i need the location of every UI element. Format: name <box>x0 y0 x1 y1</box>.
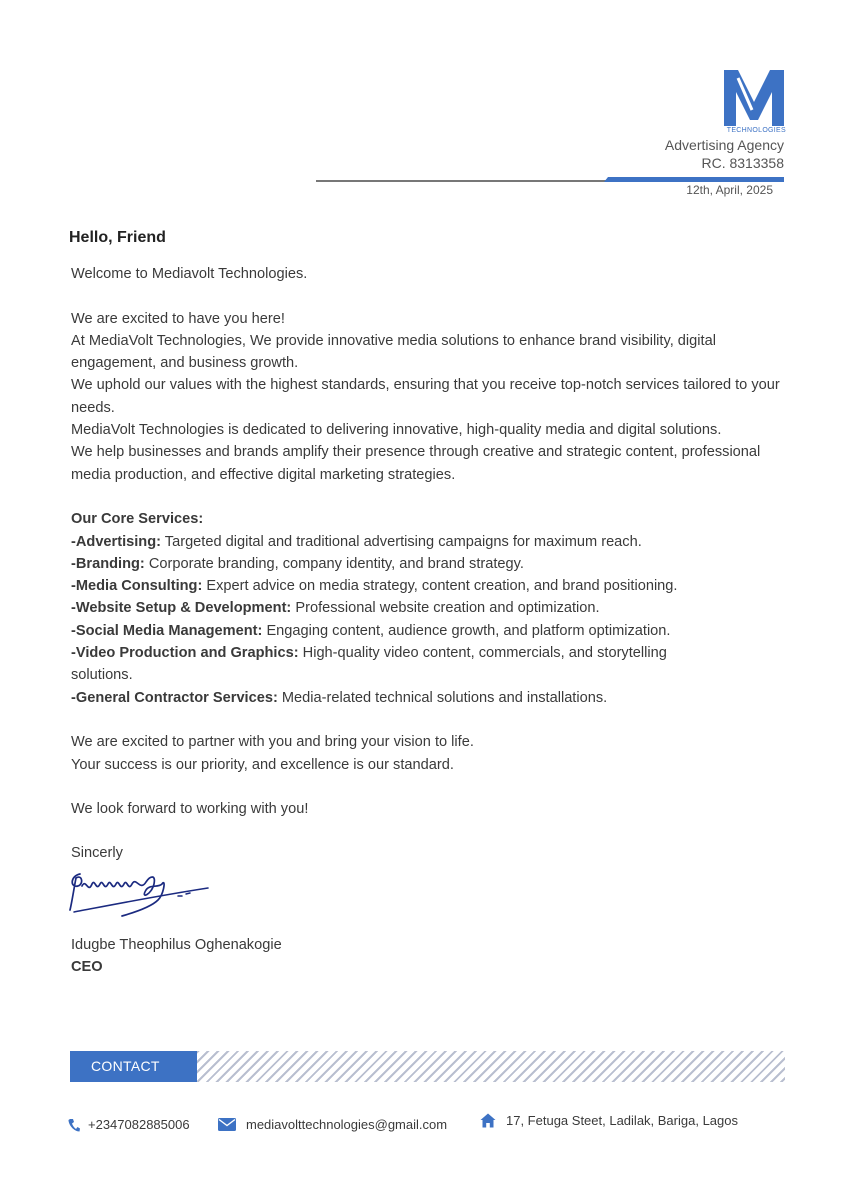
closing-line: Your success is our priority, and excellence is our standard. <box>71 756 454 773</box>
closing-line: We are excited to partner with you and bring your vision to life. <box>71 734 474 751</box>
contact-footer <box>0 1113 855 1137</box>
welcome-line: Welcome to Mediavolt Technologies. <box>71 266 308 282</box>
closing-line: We look forward to working with you! <box>71 801 309 818</box>
contact-decoration <box>197 1051 785 1082</box>
service-item <box>71 531 787 553</box>
logo-subtitle: TECHNOLOGIES <box>726 127 786 134</box>
service-item <box>71 620 787 642</box>
service-item <box>71 597 787 619</box>
letter-date: 12th, April, 2025 <box>686 183 773 197</box>
service-item <box>71 642 691 687</box>
home-icon <box>480 1113 496 1128</box>
service-item <box>71 687 787 709</box>
header-accent-bar <box>604 177 784 182</box>
paragraph: We help businesses and brands amplify their presence through creative and strategic content, professional media production, and effective digital marketing strategies. <box>71 444 761 483</box>
envelope-icon <box>218 1118 236 1131</box>
service-desc: Professional website creation and optimization. <box>295 600 600 617</box>
paragraph: MediaVolt Technologies is dedicated to delivering innovative, high-quality media and digital solutions. <box>71 422 722 439</box>
contact-bar <box>70 1051 785 1082</box>
company-logo <box>722 68 786 132</box>
phone-number[interactable]: +2347082885006 <box>88 1117 190 1132</box>
signer-name: Idugbe Theophilus Oghenakogie <box>71 937 282 953</box>
registration-number: RC. 8313358 <box>701 155 784 171</box>
service-name: -General Contractor Services: <box>71 689 278 706</box>
service-item <box>71 553 787 575</box>
service-name: -Website Setup & Development: <box>71 600 292 617</box>
service-desc: Engaging content, audience growth, and platform optimization. <box>266 622 671 639</box>
signer-title: CEO <box>71 959 103 976</box>
paragraph: We uphold our values with the highest standards, ensuring that you receive top-notch services tailored to your needs. <box>71 377 780 416</box>
service-name: -Social Media Management: <box>71 622 263 639</box>
email-item <box>218 1117 447 1132</box>
agency-block <box>665 136 784 172</box>
header-divider <box>316 180 606 182</box>
street-address: 17, Fetuga Steet, Ladilak, Bariga, Lagos <box>506 1113 738 1128</box>
service-name: -Video Production and Graphics: <box>71 645 299 662</box>
paragraph: We are excited to have you here! <box>71 310 285 327</box>
letter-body <box>71 263 787 820</box>
sign-off: Sincerly <box>71 845 123 861</box>
phone-item <box>68 1117 190 1132</box>
signature-image <box>66 866 211 926</box>
service-desc: High-quality video content, commercials, and storytelling solutions. <box>71 645 667 684</box>
phone-icon <box>68 1118 80 1132</box>
signer-block <box>71 934 282 979</box>
service-item <box>71 575 787 597</box>
services-title: Our Core Services: <box>71 511 204 528</box>
service-desc: Targeted digital and traditional advertising campaigns for maximum reach. <box>164 533 642 550</box>
greeting: Hello, Friend <box>69 229 166 246</box>
service-desc: Expert advice on media strategy, content creation, and brand positioning. <box>206 578 678 595</box>
service-desc: Corporate branding, company identity, and brand strategy. <box>148 555 524 572</box>
contact-heading: CONTACT <box>70 1051 197 1082</box>
paragraph: At MediaVolt Technologies, We provide innovative media solutions to enhance brand visibility, digital engagement, and business growth. <box>71 332 716 372</box>
agency-name: Advertising Agency <box>664 137 784 153</box>
service-name: -Media Consulting: <box>71 578 203 595</box>
email-address[interactable]: mediavolttechnologies@gmail.com <box>246 1117 448 1132</box>
service-name: -Branding: <box>71 555 145 572</box>
service-desc: Media-related technical solutions and installations. <box>281 689 608 706</box>
address-item <box>480 1113 738 1128</box>
service-name: -Advertising: <box>71 533 161 550</box>
